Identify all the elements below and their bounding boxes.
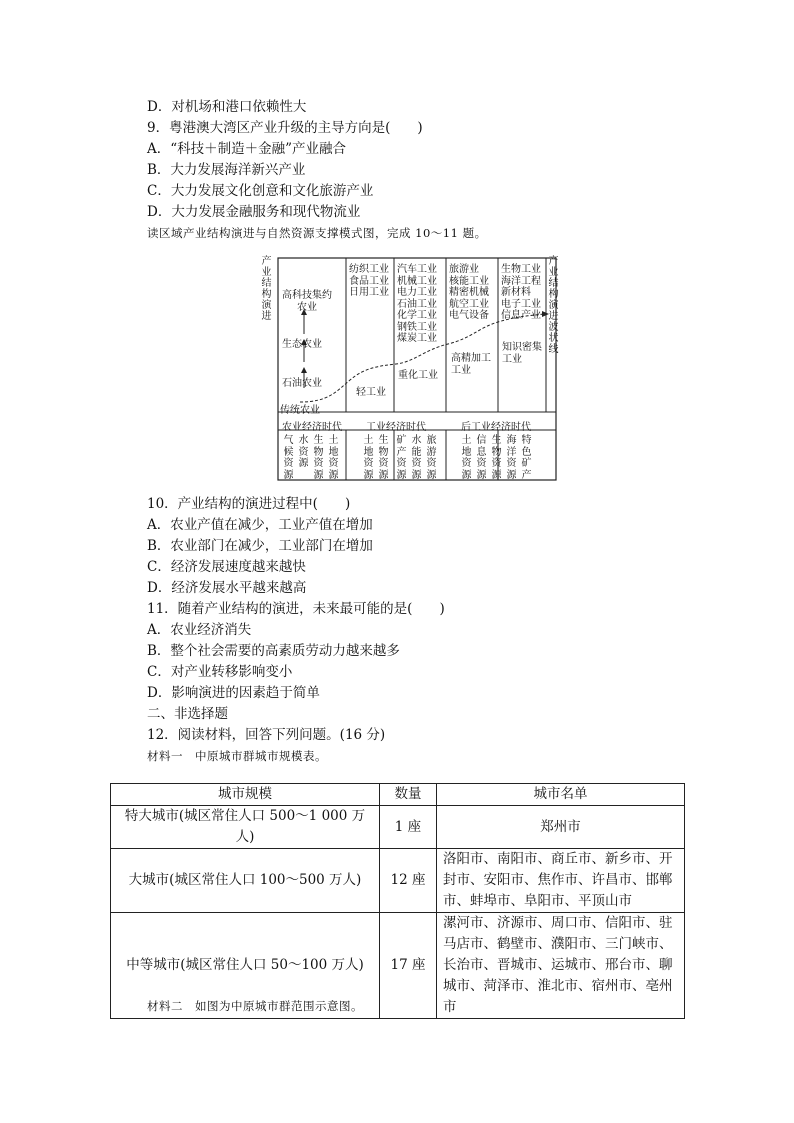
q9-option-c: C．大力发展文化创意和文化旅游产业: [147, 183, 374, 199]
q11-stem: 11．随着产业结构的演进，未来最可能的是( ): [147, 601, 445, 617]
resource-item: 土地资源: [363, 435, 374, 481]
resource-item: 水能资源: [411, 435, 422, 481]
resource-item: 水资源: [298, 435, 309, 469]
resource-item: 生物资源: [491, 435, 502, 481]
stage-oil-agri: 石油农业: [282, 378, 322, 389]
material-one-caption: 材料一 中原城市群城市规模表。: [147, 749, 327, 763]
section-heading: 二、非选择题: [147, 706, 228, 722]
q11-option-a: A．农业经济消失: [147, 622, 252, 638]
header-city-scale: 城市规模: [111, 784, 380, 806]
q9-stem: 9．粤港澳大湾区产业升级的主导方向是( ): [147, 120, 423, 136]
cell-scale: 中等城市(城区常住人口 50～100 万人): [111, 913, 380, 1019]
q10-option-d: D．经济发展水平越来越高: [147, 580, 307, 596]
q11-option-d: D．影响演进的因素趋于简单: [147, 685, 320, 701]
cell-count: 1 座: [380, 806, 437, 849]
industry-structure-diagram: [258, 252, 558, 484]
q9-option-a: A．“科技＋制造＋金融”产业融合: [147, 141, 347, 157]
q10-stem: 10．产业结构的演进过程中( ): [147, 496, 351, 512]
era-industrial: 工业经济时代: [366, 422, 426, 433]
q9-option-b: B．大力发展海洋新兴产业: [147, 162, 306, 178]
q10-option-a: A．农业产值在减少，工业产值在增加: [147, 517, 373, 533]
cell-count: 12 座: [380, 849, 437, 913]
label-heavy-industry: 重化工业: [398, 370, 438, 381]
q10-option-c: C．经济发展速度越来越快: [147, 559, 306, 575]
table-row: [111, 806, 685, 849]
q11-option-c: C．对产业转移影响变小: [147, 664, 293, 680]
q10-option-b: B．农业部门在减少，工业部门在增加: [147, 538, 373, 554]
cell-cities: 郑州市: [437, 806, 685, 849]
cell-count: 17 座: [380, 913, 437, 1019]
y-axis-label: 产业结构演进: [261, 256, 272, 322]
era-agriculture: 农业经济时代: [282, 422, 342, 433]
q8-option-d: D．对机场和港口依赖性大: [147, 99, 307, 115]
resource-item: 生物资源: [313, 435, 324, 481]
table-row: [111, 849, 685, 913]
era-post-industrial: 后工业经济时代: [461, 422, 531, 433]
label-knowledge-intensive: 知识密集 工业: [502, 342, 542, 365]
resource-item: 气候资源: [283, 435, 294, 481]
advanced-industry-list: 旅游业 核能工业 精密机械 航空工业 电气设备: [449, 264, 489, 321]
q9-option-d: D．大力发展金融服务和现代物流业: [147, 204, 361, 220]
city-scale-table: [110, 783, 685, 1019]
cell-cities: 洛阳市、南阳市、商丘市、新乡市、开封市、安阳市、焦作市、许昌市、邯郸市、蚌埠市、阜阳市、平顶山市: [437, 849, 685, 913]
right-axis-label: 产业结构演进波状线: [548, 256, 559, 355]
stage-eco-agri: 生态农业: [282, 339, 322, 350]
label-high-precision: 高精加工 工业: [451, 353, 491, 376]
heavy-industry-list: 汽车工业 机械工业 电力工业 石油工业 化学工业 钢铁工业 煤炭工业: [397, 264, 437, 344]
cell-scale: 特大城市(城区常住人口 500～1 000 万人): [111, 806, 380, 849]
light-industry-list: 纺织工业 食品工业 日用工业: [349, 264, 389, 298]
cell-scale: 大城市(城区常住人口 100～500 万人): [111, 849, 380, 913]
resource-item: 海洋资源: [506, 435, 517, 481]
stage-high-tech-agri: 高科技集约农业: [282, 290, 332, 313]
diagram-intro: 读区域产业结构演进与自然资源支撑模式图，完成 10～11 题。: [147, 226, 487, 240]
resource-item: 旅游资源: [426, 435, 437, 481]
header-count: 数量: [380, 784, 437, 806]
resource-item: 生物资源: [378, 435, 389, 481]
material-two-caption: 材料二 如图为中原城市群范围示意图。: [147, 999, 363, 1013]
table-header-row: [111, 784, 685, 806]
resource-item: 矿产资源: [396, 435, 407, 481]
cell-cities: 漯河市、济源市、周口市、信阳市、驻马店市、鹤壁市、濮阳市、三门峡市、长治市、晋城市、运城市、邢台市、聊城市、菏泽市、淮北市、宿州市、亳州市: [437, 913, 685, 1019]
resource-item: 特色矿产: [521, 435, 532, 481]
stage-traditional-agri: 传统农业: [280, 405, 320, 416]
q11-option-b: B．整个社会需要的高素质劳动力越来越多: [147, 643, 400, 659]
resource-item: 土地资源: [461, 435, 472, 481]
knowledge-industry-list: 生物工业 海洋工程 新材料 电子工业 信息产业: [501, 264, 541, 321]
label-light-industry: 轻工业: [356, 387, 386, 398]
header-city-list: 城市名单: [437, 784, 685, 806]
q12-stem: 12．阅读材料，回答下列问题。(16 分): [147, 727, 386, 743]
resource-item: 信息资源: [476, 435, 487, 481]
resource-item: 土地资源: [328, 435, 339, 481]
